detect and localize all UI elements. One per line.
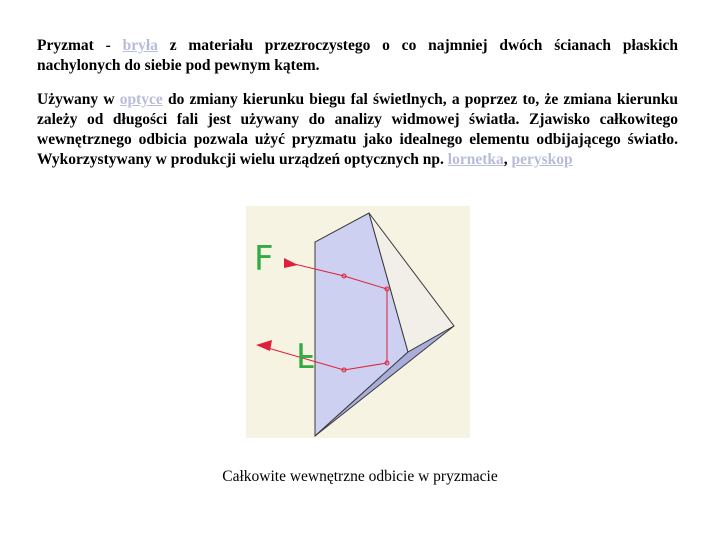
letter-f-upright: F: [254, 239, 274, 279]
definition-lead: Pryzmat -: [37, 37, 123, 54]
link-optyce[interactable]: optyce: [119, 91, 163, 108]
link-lornetka[interactable]: lornetka: [447, 151, 504, 168]
outgoing-ray-arrow: [256, 340, 272, 351]
incoming-ray-arrow: [284, 258, 298, 268]
definition-paragraph: [37, 36, 678, 76]
figure-caption: Całkowite wewnętrzne odbicie w pryzmacie: [222, 468, 498, 485]
link-bryla[interactable]: bryła: [122, 37, 158, 54]
letter-f-inverted: F: [296, 334, 316, 374]
usage-separator: ,: [503, 151, 512, 168]
link-peryskop[interactable]: peryskop: [511, 151, 573, 168]
usage-paragraph: [37, 90, 678, 170]
usage-mid: do zmiany kierunku biegu fal świetlnych, a poprzez to, że zmiana kierunku zależy od długości fali jest używany do analizy widmowej światła. Zjawisko całkowitego wewnętrznego odbicia pozwala użyć pryzmatu jako idealnego elementu odbijającego światło. Wykorzystywany w produkcji wielu urządzeń optycznych np.: [37, 91, 678, 168]
usage-lead: Używany w: [37, 91, 120, 108]
prism-illustration: [246, 206, 470, 438]
definition-rest: z materiału przezroczystego o co najmniej dwóch ścianach płaskich nachylonych do siebie pod pewnym kątem.: [37, 37, 678, 74]
prism-diagram: [246, 206, 470, 438]
